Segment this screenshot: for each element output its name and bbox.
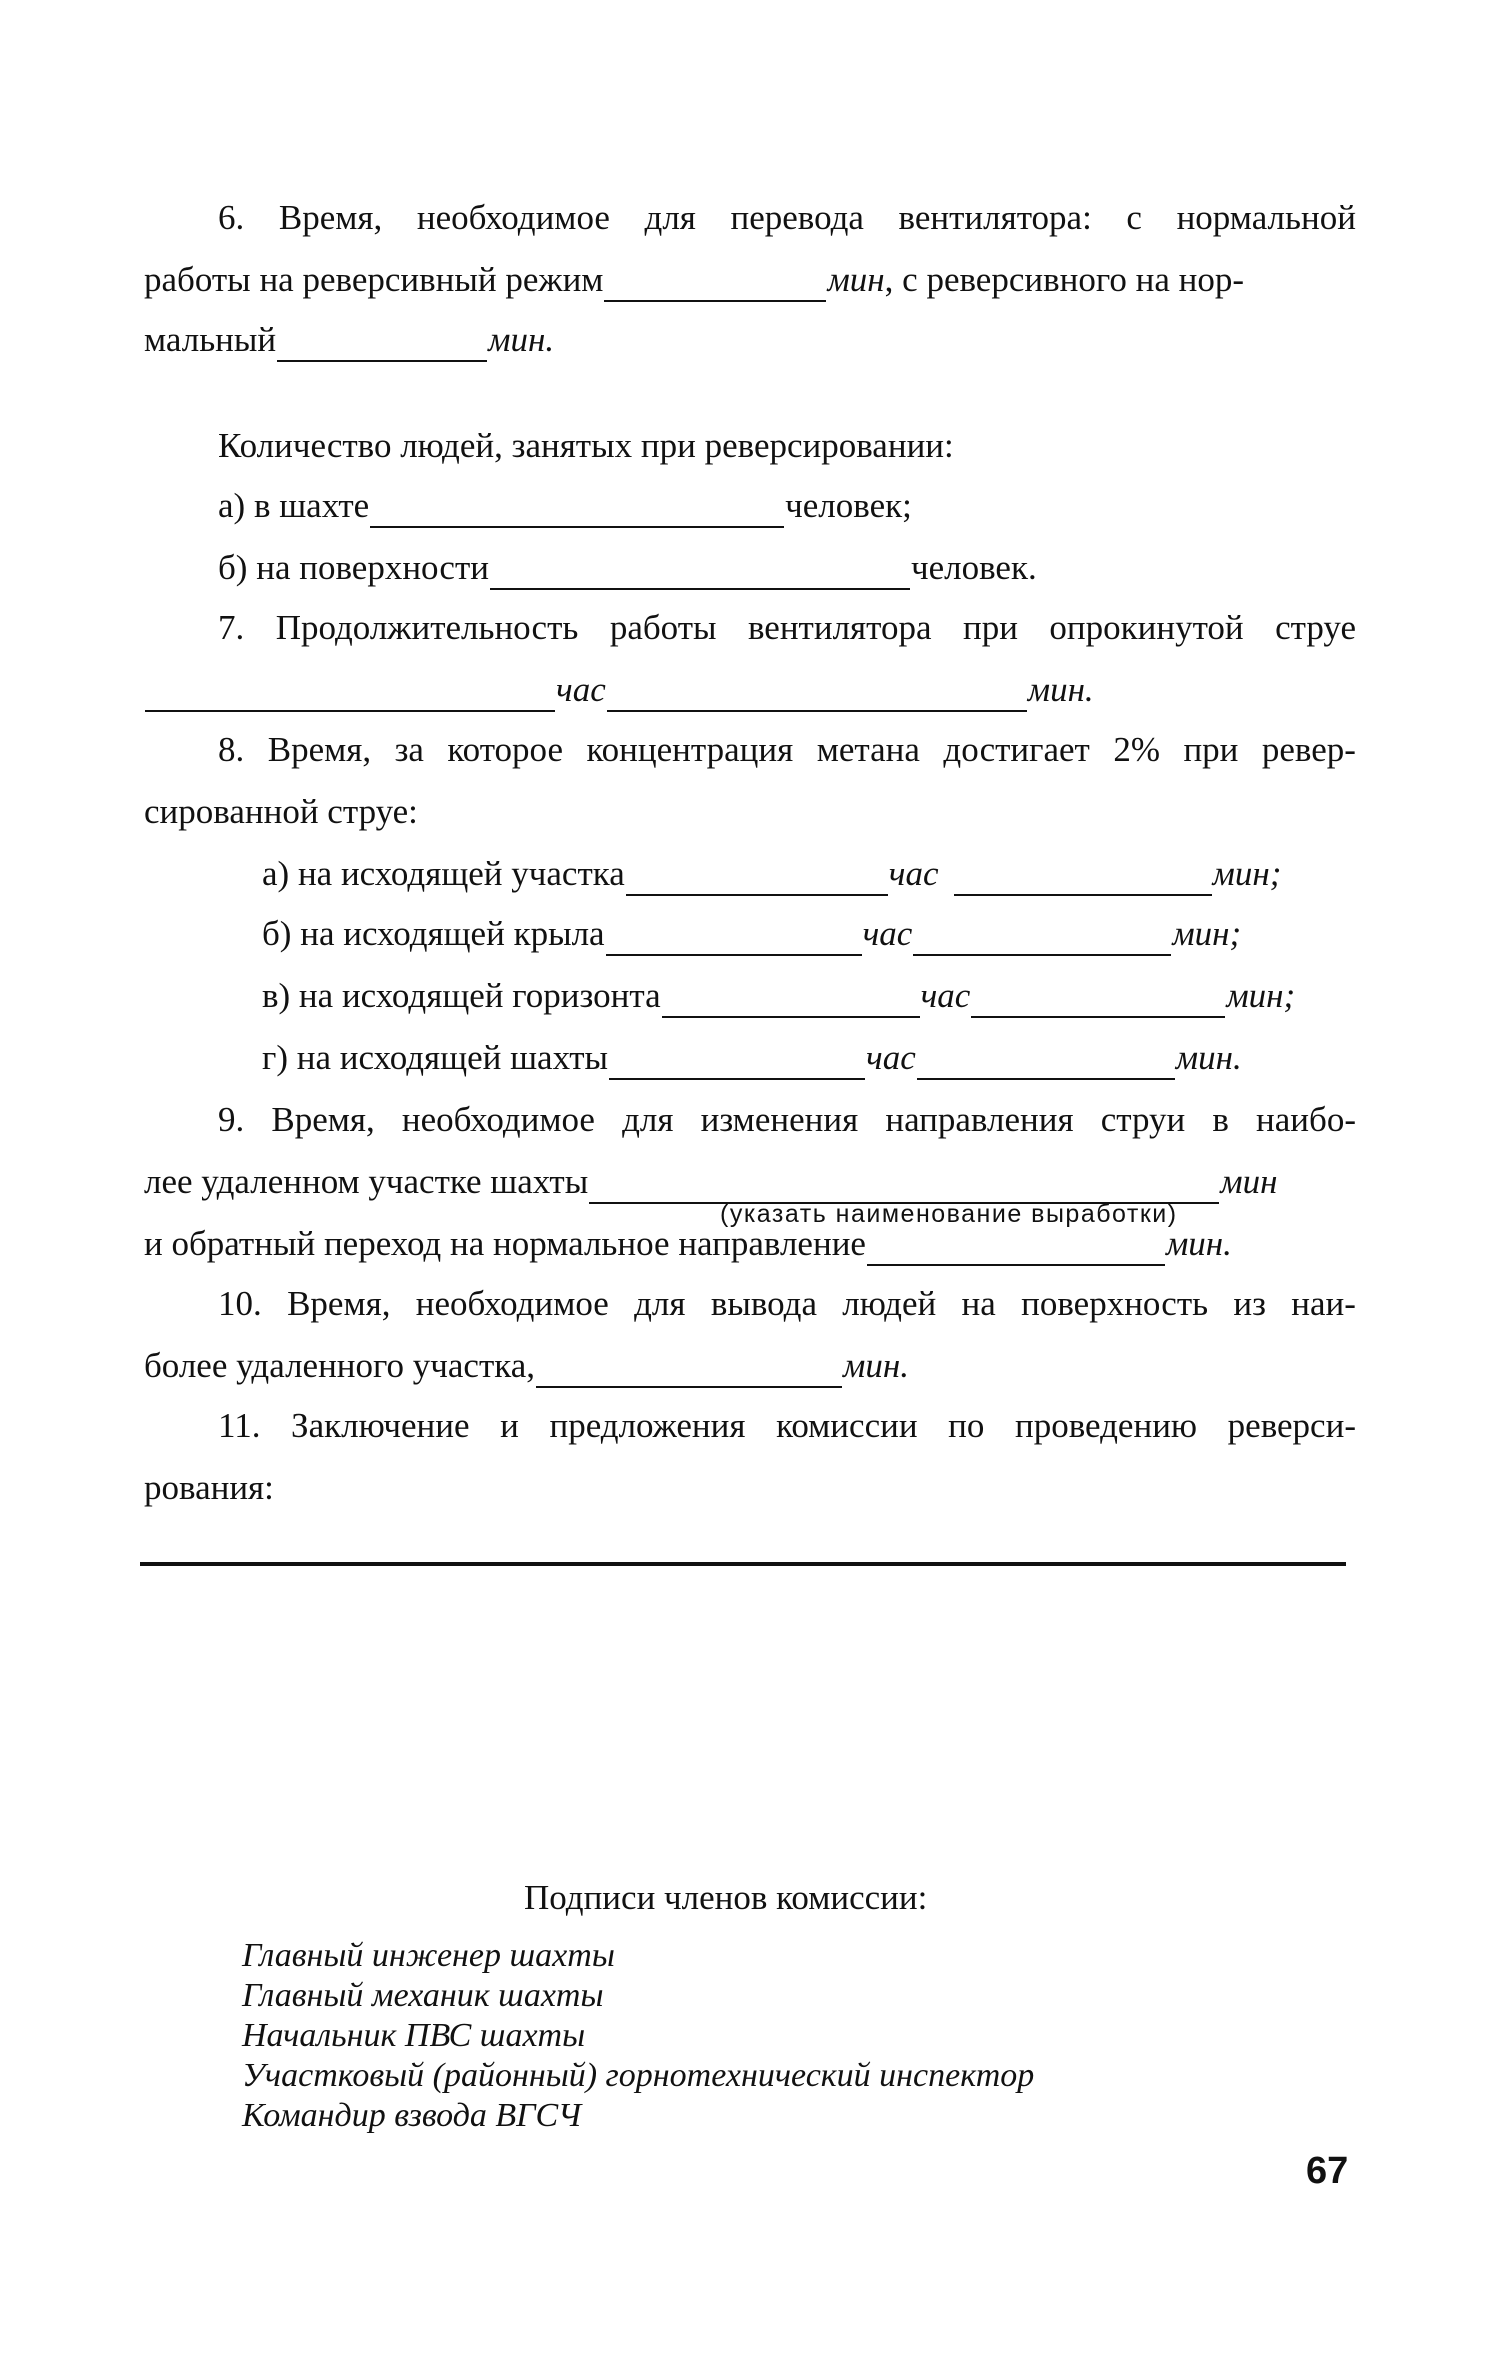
signature-chief-mechanic: Главный механик шахты: [242, 1977, 604, 2014]
word: за: [394, 730, 424, 769]
inverted-stream-minutes-field[interactable]: [607, 676, 1027, 712]
word: ревер-: [1261, 730, 1356, 769]
word: людей: [842, 1284, 937, 1323]
word: Заключение: [291, 1406, 470, 1445]
word: для: [644, 198, 696, 237]
word: реверси-: [1227, 1406, 1356, 1445]
word: проведению: [1015, 1406, 1198, 1445]
word: вентилятора: [747, 608, 932, 647]
word: наибо-: [1256, 1100, 1356, 1139]
word: направления: [885, 1100, 1074, 1139]
signatures-title: Подписи членов комиссии:: [524, 1878, 928, 1917]
methane-wing-hours-field[interactable]: [606, 920, 862, 956]
signature-chief-engineer: Главный инженер шахты: [242, 1937, 615, 1974]
word: 11.: [218, 1406, 261, 1445]
word: Время,: [267, 730, 372, 769]
word: достигает: [943, 730, 1090, 769]
word: работы: [609, 608, 717, 647]
item-6-line-3: мальный мин.: [144, 318, 554, 362]
word: на: [961, 1284, 996, 1323]
signature-vgsch-commander: Командир взвода ВГСЧ: [242, 2097, 582, 2134]
people-mine-line: а) в шахте человек;: [218, 484, 912, 528]
word: Время,: [278, 198, 383, 237]
word: при: [1183, 730, 1239, 769]
word: в: [1212, 1100, 1229, 1139]
methane-wing-minutes-field[interactable]: [913, 920, 1171, 956]
item-7-line-1: [218, 606, 1356, 650]
signature-pvs-head: Начальник ПВС шахты: [242, 2017, 586, 2054]
word: струи: [1100, 1100, 1186, 1139]
item-9-line-1: [218, 1098, 1356, 1142]
workings-name-caption: (указать наименование выработки): [720, 1200, 1178, 1228]
word: перевода: [730, 198, 864, 237]
word: 6.: [218, 198, 245, 237]
return-to-normal-time-field[interactable]: [867, 1230, 1165, 1266]
word: струе: [1275, 608, 1356, 647]
word: Продолжительность: [275, 608, 579, 647]
item-10-line-1: [218, 1282, 1356, 1326]
word: метана: [816, 730, 920, 769]
word: для: [622, 1100, 674, 1139]
word: при: [962, 608, 1018, 647]
word: и: [500, 1406, 519, 1445]
evacuation-time-field[interactable]: [536, 1352, 842, 1388]
signature-inspector: Участковый (районный) горнотехнический инспектор: [242, 2057, 1035, 2094]
methane-row-d: г) на исходящей шахты час мин.: [262, 1036, 1242, 1080]
methane-row-b: б) на исходящей крыла час мин;: [262, 912, 1241, 956]
item-9-line-3: и обратный переход на нормальное направление мин.: [144, 1222, 1232, 1266]
word: по: [948, 1406, 985, 1445]
item-7-line-2: час мин.: [144, 668, 1094, 712]
methane-horizon-hours-field[interactable]: [662, 982, 920, 1018]
word: необходимое: [415, 1284, 609, 1323]
word: необходимое: [401, 1100, 595, 1139]
item-9-line-2: лее удаленном участке шахты мин: [144, 1160, 1277, 1204]
normal-mode-time-field[interactable]: [277, 326, 487, 362]
methane-row-a: а) на исходящей участка час мин;: [262, 852, 1281, 896]
methane-horizon-minutes-field[interactable]: [971, 982, 1225, 1018]
conclusion-answer-line[interactable]: [140, 1562, 1346, 1566]
word: опрокинутой: [1049, 608, 1244, 647]
item-8-line-2: сированной струе:: [144, 792, 418, 831]
word: с: [1126, 198, 1142, 237]
item-6-line-2: работы на реверсивный режим мин , с реверсивного на нор-: [144, 258, 1244, 302]
methane-mine-minutes-field[interactable]: [917, 1044, 1175, 1080]
methane-mine-hours-field[interactable]: [609, 1044, 865, 1080]
word: 9.: [218, 1100, 245, 1139]
word: необходимое: [416, 198, 610, 237]
word: которое: [447, 730, 563, 769]
word: комиссии: [776, 1406, 918, 1445]
word: Время,: [287, 1284, 391, 1323]
methane-section-hours-field[interactable]: [626, 860, 888, 896]
item-6-line-1: [218, 196, 1356, 240]
word: концентрация: [586, 730, 794, 769]
word: вывода: [710, 1284, 817, 1323]
people-surface-line: б) на поверхности человек.: [218, 546, 1037, 590]
word: наи-: [1291, 1284, 1356, 1323]
people-title: Количество людей, занятых при реверсировании:: [218, 426, 954, 465]
people-in-mine-field[interactable]: [370, 492, 784, 528]
word: для: [634, 1284, 686, 1323]
page-number: 67: [1306, 2150, 1349, 2192]
word: изменения: [700, 1100, 859, 1139]
item-8-line-1: [218, 728, 1356, 772]
word: предложения: [549, 1406, 746, 1445]
word: 10.: [218, 1284, 262, 1323]
word: из: [1233, 1284, 1266, 1323]
people-on-surface-field[interactable]: [490, 554, 910, 590]
word: поверхность: [1021, 1284, 1209, 1323]
item-10-line-2: более удаленного участка, мин.: [144, 1344, 909, 1388]
reverse-mode-time-field[interactable]: [604, 266, 826, 302]
item-11-line-1: [218, 1404, 1356, 1448]
word: Время,: [271, 1100, 375, 1139]
remote-section-time-field[interactable]: [589, 1168, 1219, 1204]
word: 2%: [1113, 730, 1160, 769]
methane-section-minutes-field[interactable]: [954, 860, 1212, 896]
word: вентилятора:: [898, 198, 1092, 237]
item-11-line-2: рования:: [144, 1468, 274, 1507]
methane-row-c: в) на исходящей горизонта час мин;: [262, 974, 1295, 1018]
word: 7.: [218, 608, 245, 647]
word: 8.: [218, 730, 245, 769]
inverted-stream-hours-field[interactable]: [145, 676, 555, 712]
word: нормальной: [1176, 198, 1356, 237]
